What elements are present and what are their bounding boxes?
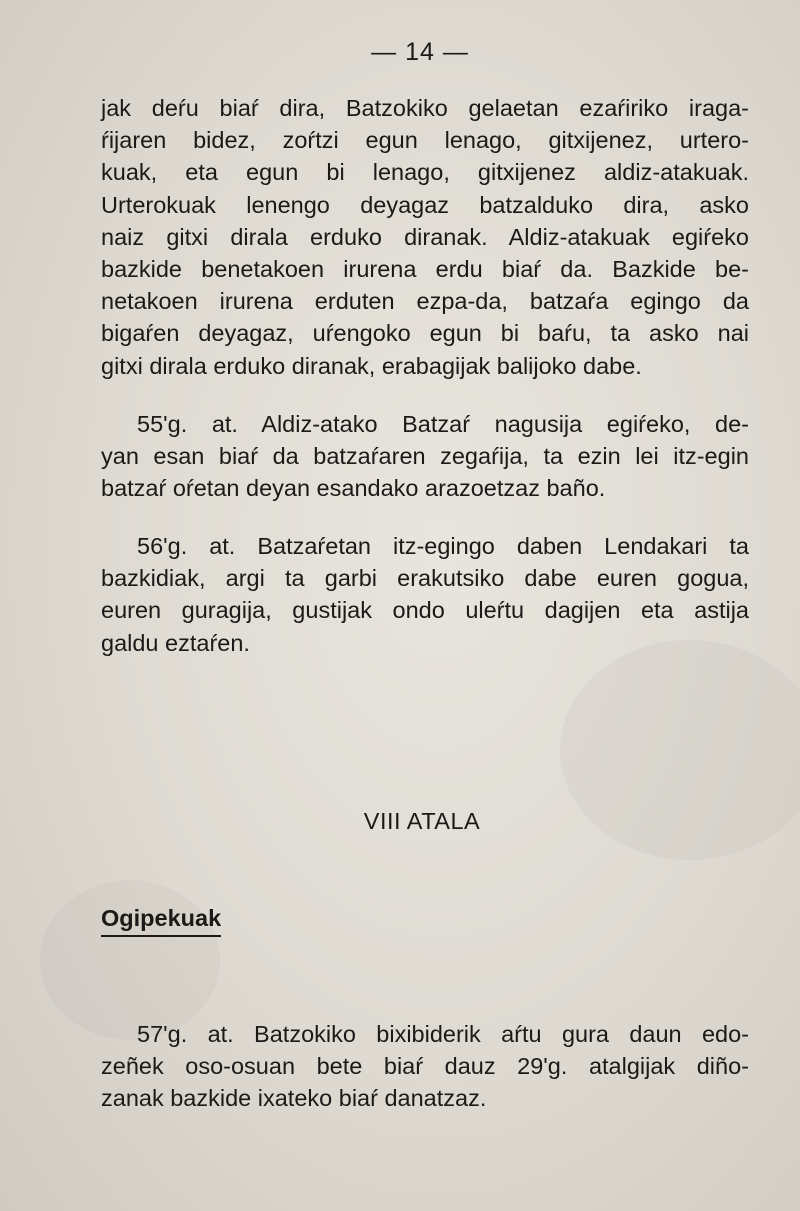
text-line: 57'g. at. Batzokiko bixibiderik aŕtu gura daun edo- xyxy=(137,1021,749,1047)
text-line: bigaŕen deyagaz, uŕengoko egun bi baŕu, ta asko nai xyxy=(101,320,749,347)
text-line: bazkidiak, argi ta garbi erakutsiko dabe euren gogua, xyxy=(101,565,749,592)
text-line: 56'g. at. Batzaŕetan itz-egingo daben Lendakari ta xyxy=(137,533,749,559)
text-line: kuak, eta egun bi lenago, gitxijenez aldiz-atakuak. xyxy=(101,159,749,186)
text-line: zeñek oso-osuan bete biaŕ dauz 29'g. atalgijak diño- xyxy=(101,1053,749,1080)
text-line: euren guragija, gustijak ondo uleŕtu dagijen eta astija xyxy=(101,597,749,624)
paragraph-article-54-continued xyxy=(101,92,749,382)
text-line: Urterokuak lenengo deyagaz batzalduko dira, asko xyxy=(101,191,749,218)
text-line: zanak bazkide ixateko biaŕ danatzaz. xyxy=(101,1085,487,1112)
subheading: Ogipekuak xyxy=(101,905,221,937)
paragraph-article-57 xyxy=(101,1018,749,1115)
text-line: batzaŕ oŕetan deyan esandako arazoetzaz baño. xyxy=(101,475,606,502)
text-line: netakoen irurena erduten ezpa-da, batzaŕa egingo da xyxy=(101,288,749,315)
section-heading: VIII ATALA xyxy=(363,808,481,834)
text-line: jak deŕu biaŕ dira, Batzokiko gelaetan ezaŕiriko iraga- xyxy=(101,95,749,121)
text-line: galdu eztaŕen. xyxy=(101,629,250,656)
text-line: gitxi dirala erduko diranak, erabagijak balijoko dabe. xyxy=(101,352,642,379)
paper-stain xyxy=(40,880,220,1040)
text-line: bazkide benetakoen irurena erdu biaŕ da. Bazkide be- xyxy=(101,256,749,283)
paragraph-article-56 xyxy=(101,530,749,659)
page-number: — 14 — xyxy=(371,38,469,66)
text-line: ŕijaren bidez, zoŕtzi egun lenago, gitxijenez, urtero- xyxy=(101,127,749,154)
text-line: naiz gitxi dirala erduko diranak. Aldiz-atakuak egiŕeko xyxy=(101,223,749,250)
text-line: yan esan biaŕ da batzaŕaren zegaŕija, ta ezin lei itz-egin xyxy=(101,443,749,470)
paragraph-article-55 xyxy=(101,408,749,505)
text-line: 55'g. at. Aldiz-atako Batzaŕ nagusija egiŕeko, de- xyxy=(137,411,749,437)
